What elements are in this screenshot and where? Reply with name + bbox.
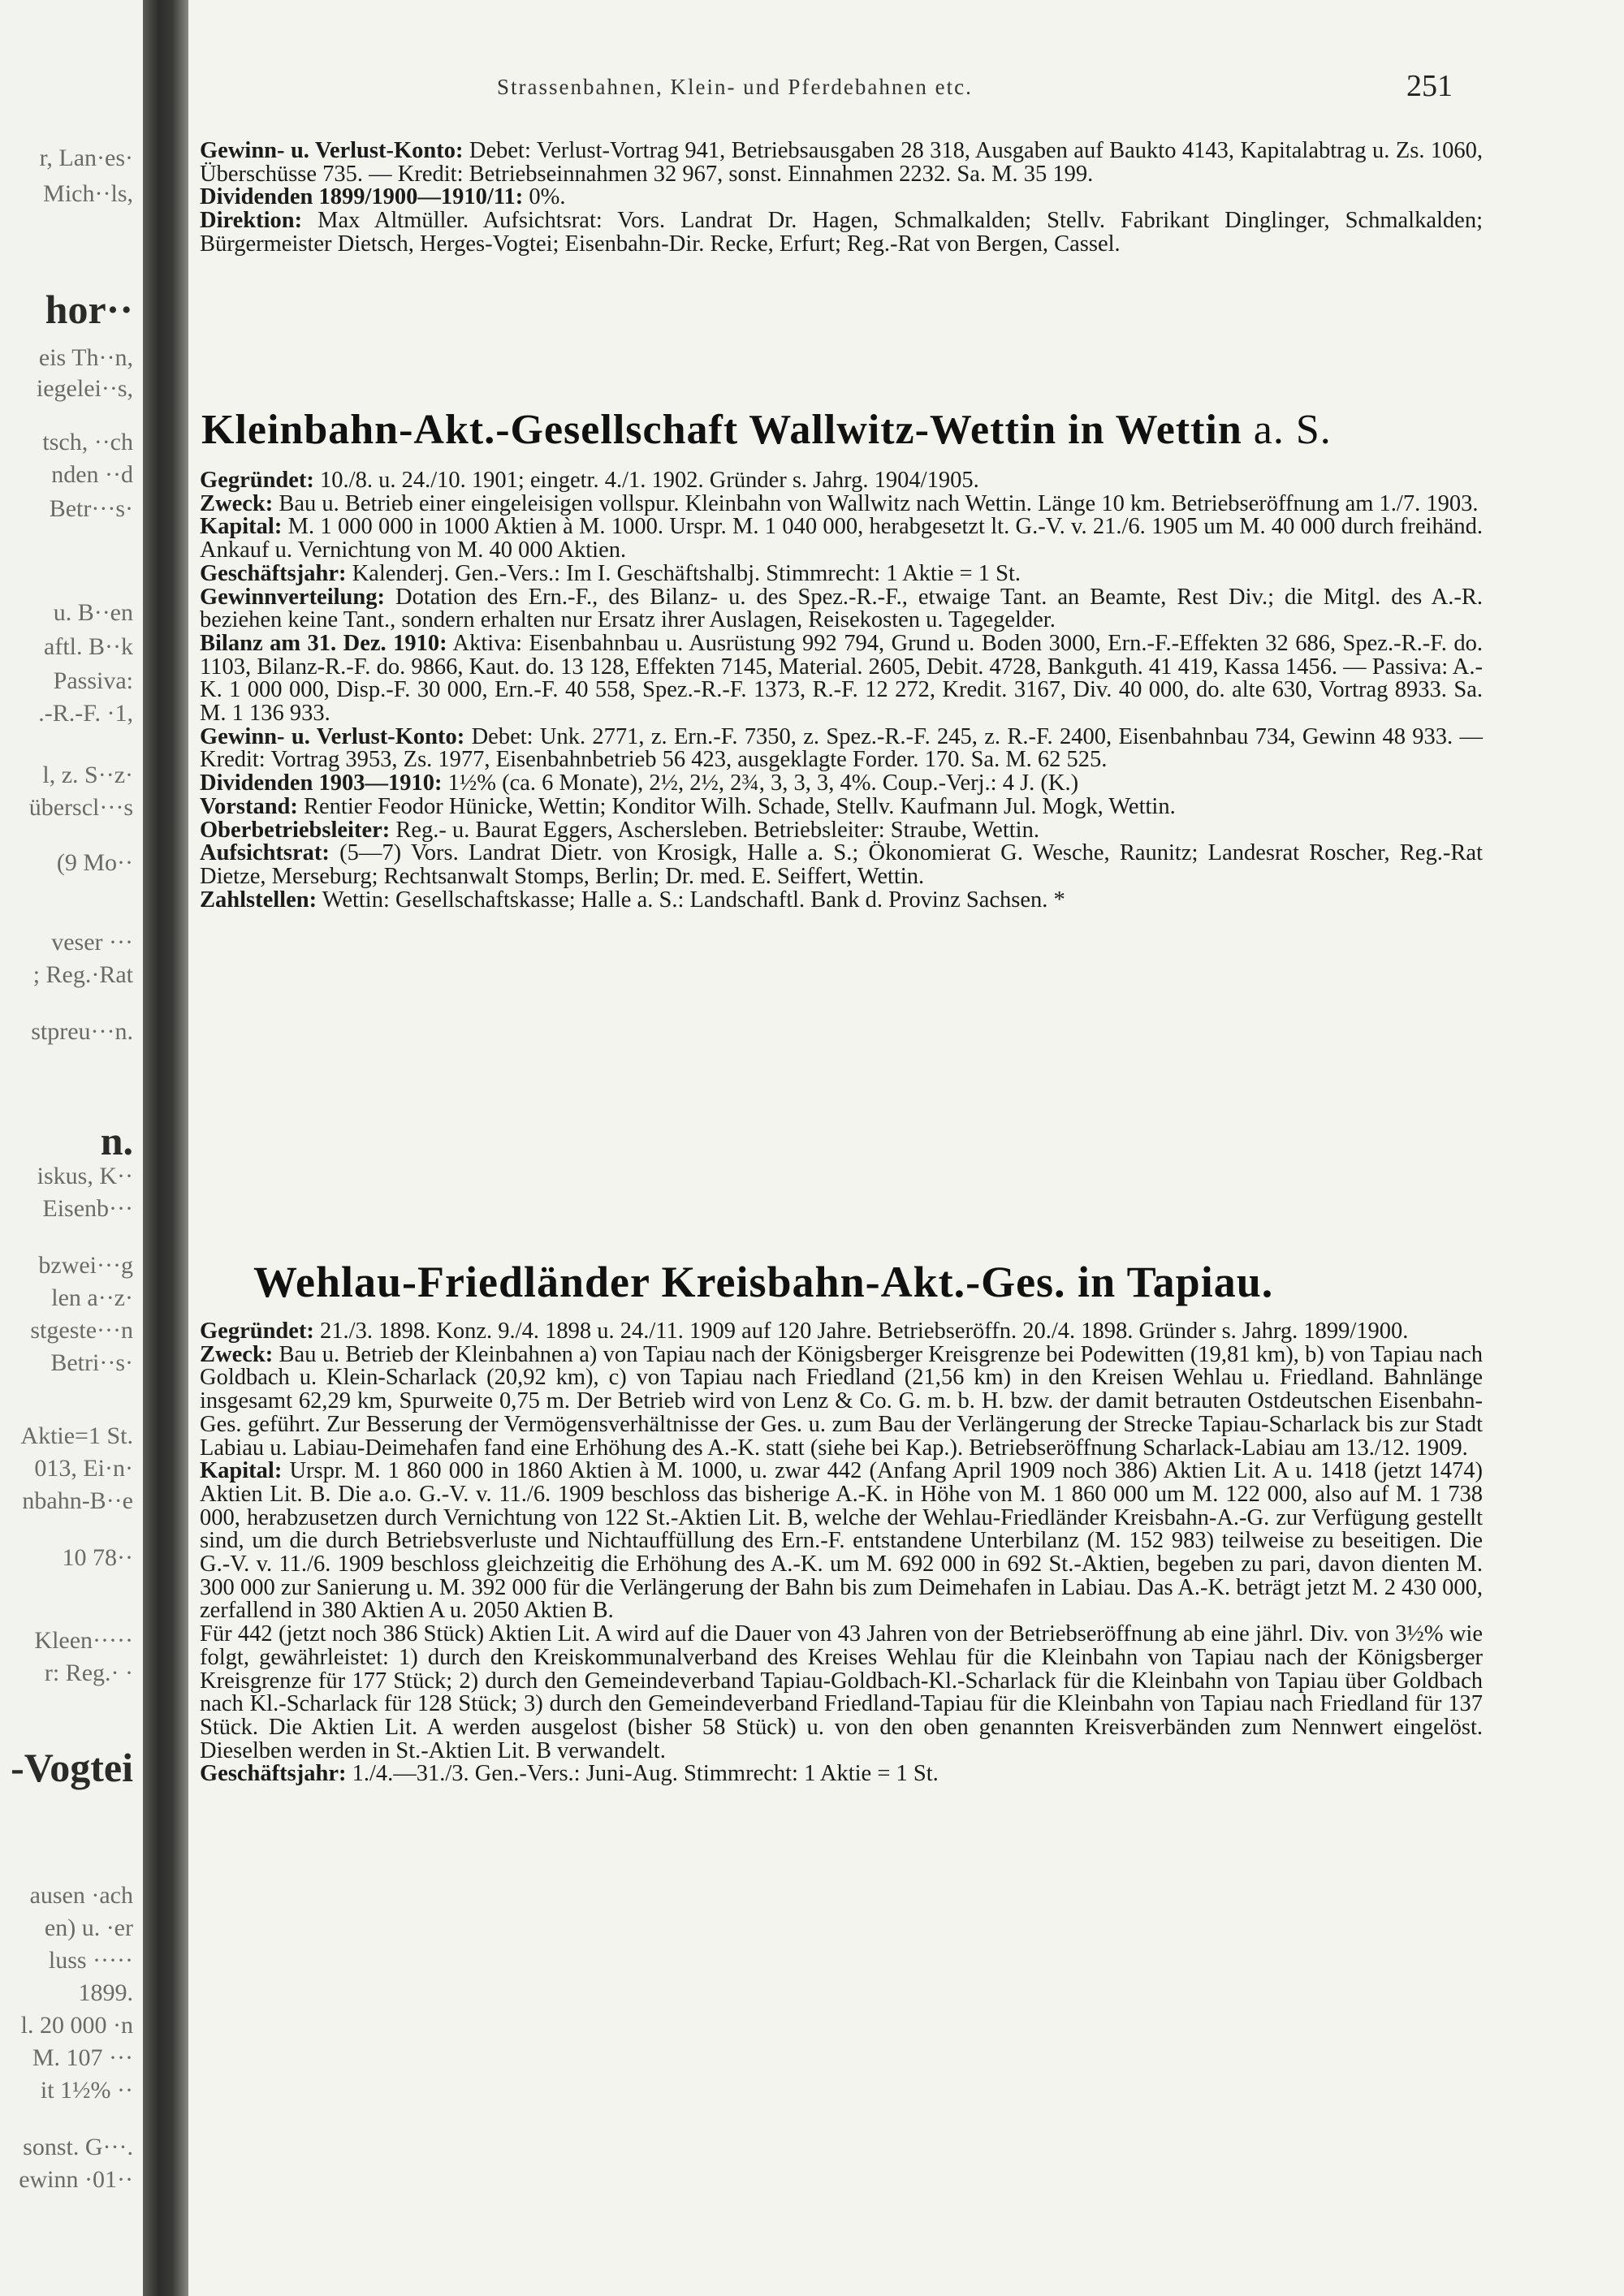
previous-page-fragment: eis Th··n, — [38, 344, 133, 371]
direktion-paragraph: Direktion: Max Altmüller. Aufsichtsrat: Vors. Landrat Dr. Hagen, Schmalkalden; Stellv. Fabrikant Dinglinger, Schmalkalden; Bürgermeister Dietsch, Herges-Vogtei; Eisenbahn-Dir. Recke, Erfurt; Reg.-Rat von Bergen, Cassel. — [200, 208, 1483, 257]
previous-page-fragment: l. 20 000 ·n — [20, 2012, 133, 2039]
previous-page-fragment: it 1½% ·· — [40, 2077, 133, 2104]
previous-page-fragment: Passiva: — [53, 667, 133, 694]
zweck-paragraph: Zweck: Bau u. Betrieb der Kleinbahnen a) von Tapiau nach der Königsberger Kreisgrenze bei Podewitten (19,81 km), b) von Tapiau nach Goldbach u. Klein-Scharlack (20,92 km), c) von Tapiau nach Friedland (21,56 km) in den Kreisen Wehlau u. Friedland. Bahnlänge insgesamt 62,29 km, Spurweite 0,75 m. Der Betrieb wird von Lenz & Co. G. m. b. H. bzw. der damit betrauten Ostdeutschen Eisenbahn-Ges. geführt. Zur Besserung der Vermögensverhältnisse der Ges. u. zum Bau der Verlängerung der Strecke Tapiau-Scharlack bis zur Stadt Labiau u. Labiau-Deimehafen fand eine Erhöhung des A.-K. statt (siehe bei Kap.). Betriebseröffnung Scharlack-Labiau am 13./12. 1909. — [200, 1341, 1483, 1461]
previous-page-fragment: r: Reg.· · — [44, 1659, 133, 1686]
gewinn-verlust-paragraph: Gewinn- u. Verlust-Konto: Debet: Verlust-Vortrag 941, Betriebsausgaben 28 318, Ausgaben auf Baukto 4143, Kapitalabtrag u. Zs. 1060, Überschüsse 735. — Kredit: Betriebseinnahmen 32 967, sonst. Einnahmen 2232. Sa. M. 35 199. — [200, 138, 1484, 187]
previous-page-fragment: l, z. S··z· — [42, 762, 133, 788]
previous-page-fragment: ; Reg.·Rat — [32, 961, 133, 988]
zweck-paragraph: Zweck: Bau u. Betrieb einer eingeleisigen vollspur. Kleinbahn von Wallwitz nach Wettin. Länge 10 km. Betriebseröffnung am 1./7. 1903. — [200, 490, 1479, 516]
dividenden-paragraph: Dividenden 1899/1900—1910/11: 0%. — [200, 184, 566, 210]
previous-page-fragment: Kleen····· — [34, 1627, 133, 1654]
entry-title-suffix: a. S. — [1253, 407, 1332, 453]
previous-page-fragment: ewinn ·01·· — [19, 2166, 133, 2193]
entry-body-wallwitz — [200, 469, 1483, 912]
previous-page-fragment: bzwei···g — [38, 1252, 133, 1279]
previous-page-fragment: stpreu···n. — [31, 1018, 133, 1045]
previous-page-fragment: Mich··ls, — [43, 180, 133, 207]
bilanz-paragraph: Bilanz am 31. Dez. 1910: Aktiva: Eisenbahnbau u. Ausrüstung 992 794, Grund u. Boden 3000, Ern.-F.-Effekten 32 686, Spez.-R.-F. do. 1103, Bilanz-R.-F. do. 9866, Kaut. do. 13 128, Effekten 7145, Material. 2605, Debit. 4728, Bankguth. 41 419, Kassa 1456. — Passiva: A.-K. 1 000 000, Disp.-F. 30 000, Ern.-F. 40 558, Spez.-R.-F. 1373, R.-F. 12 272, Kredit. 3167, Div. 40 000, do. alte 630, Vortrag 8933. Sa. M. 1 136 933. — [200, 630, 1483, 727]
previous-page-fragment: n. — [100, 1118, 133, 1163]
dividenden-paragraph: Dividenden 1903—1910: 1½% (ca. 6 Monate), 2½, 2½, 2¾, 3, 3, 3, 4%. Coup.-Verj.: 4 J. (K.) — [200, 770, 1079, 796]
kapital-paragraph: Kapital: M. 1 000 000 in 1000 Aktien à M. 1000. Urspr. M. 1 040 000, herabgesetzt lt. G.-V. v. 21./6. 1905 um M. 40 000 durch freihänd. Ankauf u. Vernichtung von M. 40 000 Aktien. — [200, 514, 1483, 563]
previous-page-fragment: ausen ·ach — [29, 1882, 133, 1909]
previous-page-fragment: (9 Mo·· — [56, 849, 133, 876]
garantie-paragraph: Für 442 (jetzt noch 386 Stück) Aktien Lit. A wird auf die Dauer von 43 Jahren von der Betriebseröffnung ab eine jährl. Div. von 3½% wie folgt, gewährleistet: 1) durch den Kreiskommunalverband des Kreises Wehlau für die Kleinbahn von Tapiau nach der Königsberger Kreisgrenze für 177 Stück; 2) durch den Gemeindeverband Tapiau-Goldbach-Kl.-Scharlack für die Kleinbahn von Tapiau über Goldbach nach Kl.-Scharlack für 128 Stück; 3) durch den Gemeindeverband Friedland-Tapiau für die Kleinbahn von Tapiau nach Friedland für 137 Stück. Die Aktien Lit. A werden ausgelost (bisher 58 Stück) u. von den oben genannten Kreisverbänden zum Nennwert eingelöst. Dieselben werden in St.-Aktien Lit. B verwandelt. — [200, 1621, 1483, 1763]
entry-title: Kleinbahn-Akt.-Gesellschaft Wallwitz-Wettin in Wettin — [201, 407, 1242, 453]
previous-page-fragment: len a··z· — [51, 1284, 133, 1311]
previous-page-fragment: Eisenb··· — [42, 1195, 133, 1222]
entry-heading-wehlau: Wehlau-Friedländer Kreisbahn-Akt.-Ges. in Tapiau. — [253, 1258, 1274, 1306]
previous-page-column — [0, 0, 143, 2296]
gegruendet-paragraph: Gegründet: 21./3. 1898. Konz. 9./4. 1898 u. 24./11. 1909 auf 120 Jahre. Betriebseröffn. 20./4. 1898. Gründer s. Jahrg. 1899/1900. — [200, 1318, 1409, 1344]
previous-page-fragment: 013, Ei·n· — [34, 1455, 133, 1482]
previous-page-fragment: 10 78·· — [62, 1544, 133, 1571]
oberbetriebsleiter-paragraph: Oberbetriebsleiter: Reg.- u. Baurat Eggers, Aschersleben. Betriebsleiter: Straube, Wettin. — [200, 817, 1039, 843]
section-continuation — [200, 140, 1483, 257]
geschaeftsjahr-paragraph: Geschäftsjahr: Kalenderj. Gen.-Vers.: Im I. Geschäftshalbj. Stimmrecht: 1 Aktie = 1 St. — [200, 560, 1021, 586]
aufsichtsrat-paragraph: Aufsichtsrat: (5—7) Vors. Landrat Dietr. von Krosigk, Halle a. S.; Ökonomierat G. Wesche, Raunitz; Landesrat Roscher, Reg.-Rat Dietze, Merseburg; Rechtsanwalt Stomps, Berlin; Dr. med. E. Seiffert, Wettin. — [200, 840, 1483, 889]
gewinn-verlust-paragraph: Gewinn- u. Verlust-Konto: Debet: Unk. 2771, z. Ern.-F. 7350, z. Spez.-R.-F. 245, z. R.-F. 2400, Eisenbahnbau 734, Gewinn 48 933. — Kredit: Vortrag 3953, Zs. 1977, Eisenbahnbetrieb 56 423, ausgeklagte Forder. 170. Sa. M. 62 525. — [200, 723, 1483, 773]
previous-page-fragment: iskus, K·· — [37, 1163, 133, 1189]
previous-page-fragment: Betri··s· — [50, 1349, 133, 1376]
previous-page-fragment: 1899. — [78, 1979, 133, 2006]
previous-page-fragment: hor·· — [45, 287, 133, 332]
previous-page-fragment: Betr···s· — [49, 495, 133, 522]
previous-page-fragment: veser ··· — [51, 929, 133, 956]
gewinnverteilung-paragraph: Gewinnverteilung: Dotation des Ern.-F., des Bilanz- u. des Spez.-R.-F., etwaige Tant. an Beamte, Rest Div.; die Mitgl. des A.-R. beziehen keine Tant., sondern erhalten nur Ersatz ihrer Auslagen, Reisekosten u. Tagegelder. — [200, 584, 1483, 633]
entry-body-wehlau — [200, 1320, 1483, 1786]
kapital-paragraph: Kapital: Urspr. M. 1 860 000 in 1860 Aktien à M. 1000, u. zwar 442 (Anfang April 1909 noch 386) Aktien Lit. A u. 1418 (jetzt 1474) Aktien Lit. B. Die a.o. G.-V. v. 11./6. 1909 beschloss das bisherige A.-K. in Höhe von M. 1 860 000 um M. 122 000, also auf M. 1 738 000, herabzusetzen durch Vernichtung von 122 St.-Aktien Lit. B, welche der Wehlau-Friedländer Kreisbahn-A.-G. zur Verfügung gestellt sind, um die durch Betriebsverluste und Nichtauffüllung des Ern.-F. entstandene Unterbilanz (M. 152 983) teilweise zu beseitigen. Die G.-V. v. 11./6. 1909 beschloss gleichzeitig die Erhöhung des A.-K. um M. 692 000 in 692 St.-Aktien, begeben zu pari, davon dienten M. 300 000 zur Sanierung u. M. 392 000 für die Verlängerung der Bahn bis zum Deimehafen in Labiau. Das A.-K. beträgt jetzt M. 2 430 000, zerfallend in 380 Aktien A u. 2050 Aktien B. — [200, 1458, 1483, 1624]
previous-page-fragment: sonst. G···. — [23, 2134, 133, 2160]
previous-page-fragment: r, Lan·es· — [39, 145, 133, 171]
previous-page-fragment: Aktie=1 St. — [20, 1422, 133, 1449]
previous-page-fragment: .-R.-F. ·1, — [38, 700, 133, 727]
previous-page-fragment: -Vogtei — [11, 1745, 133, 1790]
previous-page-fragment: tsch, ··ch — [42, 429, 133, 455]
previous-page-fragment: nbahn-B··e — [22, 1487, 133, 1514]
previous-page-fragment: iegelei··s, — [36, 375, 133, 402]
previous-page-fragment: M. 107 ··· — [32, 2044, 133, 2071]
geschaeftsjahr-paragraph: Geschäftsjahr: 1./4.—31./3. Gen.-Vers.: Juni-Aug. Stimmrecht: 1 Aktie = 1 St. — [200, 1761, 939, 1787]
gegruendet-paragraph: Gegründet: 10./8. u. 24./10. 1901; eingetr. 4./1. 1902. Gründer s. Jahrg. 1904/1905. — [200, 468, 979, 493]
vorstand-paragraph: Vorstand: Rentier Feodor Hünicke, Wettin; Konditor Wilh. Schade, Stellv. Kaufmann Jul. Mogk, Wettin. — [200, 793, 1176, 819]
entry-heading-wallwitz — [201, 406, 1332, 454]
page — [188, 0, 1624, 2296]
page-number: 251 — [1406, 69, 1453, 103]
previous-page-fragment: nden ··d — [51, 461, 133, 488]
book-gutter — [143, 0, 188, 2296]
previous-page-fragment: aftl. B··k — [44, 633, 133, 660]
running-head: Strassenbahnen, Klein- und Pferdebahnen etc. — [497, 75, 973, 99]
previous-page-fragment: stgeste···n — [30, 1317, 133, 1344]
previous-page-fragment: luss ····· — [48, 1947, 133, 1974]
previous-page-fragment: überscl···s — [28, 794, 133, 821]
zahlstellen-paragraph: Zahlstellen: Wettin: Gesellschaftskasse; Halle a. S.: Landschaftl. Bank d. Provinz Sachsen. * — [200, 887, 1065, 913]
previous-page-fragment: en) u. ·er — [44, 1914, 133, 1941]
previous-page-fragment: u. B··en — [53, 599, 133, 626]
